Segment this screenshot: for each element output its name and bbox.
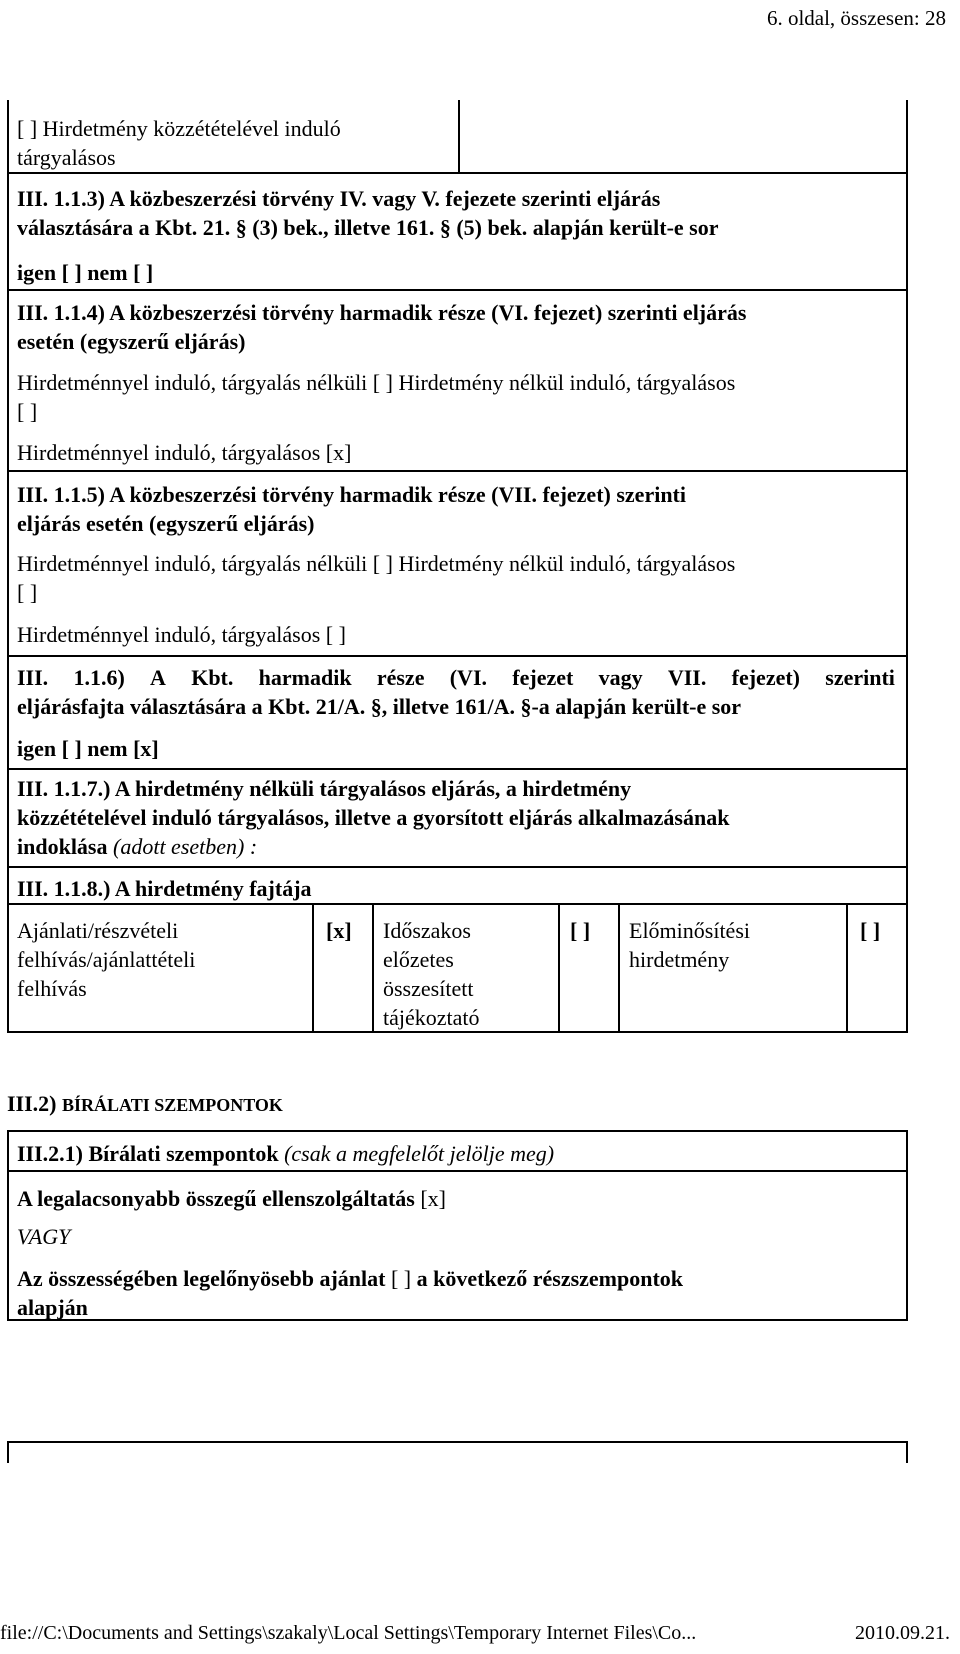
s116-title-word: szerinti bbox=[825, 665, 895, 690]
s115-opt-line1: Hirdetménnyel induló, tárgyalás nélküli [ ] Hirdetmény nélkül induló, tárgyalásos bbox=[17, 551, 736, 576]
grid-vline-3 bbox=[558, 904, 560, 1032]
separator-3 bbox=[7, 655, 908, 657]
s114-options bbox=[17, 368, 917, 426]
s116-title-word: fejezet) bbox=[731, 665, 801, 690]
notice-type-1-line2: felhívás/ajánlattételi bbox=[17, 947, 196, 972]
s116-title-word: Kbt. bbox=[191, 665, 234, 690]
criteria-box-separator bbox=[7, 1170, 908, 1172]
s117-title-line2: közzétételével induló tárgyalásos, illetve a gyorsított eljárás alkalmazásának bbox=[17, 805, 730, 830]
bottom-box-top bbox=[7, 1441, 908, 1443]
s116-title-line2: eljárásfajta választására a Kbt. 21/A. §, illetve 161/A. §-a alapján került-e sor bbox=[17, 694, 742, 719]
s115-title-line1: III. 1.1.5) A közbeszerzési törvény harmadik része (VII. fejezet) szerinti bbox=[17, 482, 686, 507]
s113-title bbox=[17, 184, 917, 242]
s116-answer: igen [ ] nem [x] bbox=[17, 736, 159, 761]
grid-vline-5 bbox=[846, 904, 848, 1032]
separator-2 bbox=[7, 470, 908, 472]
separator-4 bbox=[7, 768, 908, 770]
section2-caps: BÍRÁLATI SZEMPONTOK bbox=[62, 1095, 283, 1115]
s113-answer: igen [ ] nem [ ] bbox=[17, 260, 154, 285]
criteria-subheading-note: (csak a megfelelőt jelölje meg) bbox=[284, 1141, 555, 1166]
lowest-price-mark: [x] bbox=[420, 1186, 446, 1211]
grid-vline-4 bbox=[618, 904, 620, 1032]
criteria-option-best-value bbox=[17, 1264, 917, 1322]
separator-1 bbox=[7, 289, 908, 291]
top-box-middle-border bbox=[458, 100, 460, 173]
s116-title-word: harmadik bbox=[258, 665, 352, 690]
s117-title bbox=[17, 774, 917, 861]
s116-title-word: VII. bbox=[667, 665, 707, 690]
s113-title-line1: III. 1.1.3) A közbeszerzési törvény IV. vagy V. fejezete szerinti eljárás bbox=[17, 186, 661, 211]
notice-type-1-mark: [x] bbox=[326, 918, 352, 943]
s116-title-word: III. bbox=[17, 665, 49, 690]
criteria-option-lowest-price bbox=[17, 1184, 917, 1213]
best-value-line2: alapján bbox=[17, 1295, 88, 1320]
s116-title bbox=[17, 663, 917, 721]
section2-heading bbox=[7, 1089, 283, 1120]
notice-type-cell-2 bbox=[383, 916, 480, 1032]
top-box-bottom-border bbox=[7, 172, 908, 174]
criteria-subheading-bold: III.2.1) Bírálati szempontok bbox=[17, 1141, 279, 1166]
notice-type-1-line3: felhívás bbox=[17, 976, 87, 1001]
bottom-box-right bbox=[906, 1441, 908, 1463]
s117-title-line1: III. 1.1.7.) A hirdetmény nélküli tárgyalásos eljárás, a hirdetmény bbox=[17, 776, 632, 801]
top-box-text bbox=[17, 114, 341, 172]
lowest-price-label: A legalacsonyabb összegű ellenszolgáltatás bbox=[17, 1186, 415, 1211]
notice-type-2-line1: Időszakos bbox=[383, 918, 471, 943]
top-box-line2: tárgyalásos bbox=[17, 145, 116, 170]
criteria-or: VAGY bbox=[17, 1224, 71, 1249]
s118-title: III. 1.1.8.) A hirdetmény fajtája bbox=[17, 876, 312, 901]
s116-title-word: fejezet bbox=[512, 665, 574, 690]
best-value-label: Az összességében legelőnyösebb ajánlat bbox=[17, 1266, 386, 1291]
criteria-box-top bbox=[7, 1130, 908, 1132]
s115-opt-line2: [ ] bbox=[17, 580, 38, 605]
s114-title-line2: esetén (egyszerű eljárás) bbox=[17, 329, 246, 354]
s113-title-line2: választására a Kbt. 21. § (3) bek., illetve 161. § (5) bek. alapján került-e sor bbox=[17, 215, 719, 240]
s115-title bbox=[17, 480, 917, 538]
s115-title-line2: eljárás esetén (egyszerű eljárás) bbox=[17, 511, 315, 536]
footer-date: 2010.09.21. bbox=[855, 1622, 950, 1644]
s115-options bbox=[17, 549, 917, 607]
s116-title-word: része bbox=[376, 665, 425, 690]
s116-title-line1 bbox=[17, 663, 895, 692]
s115-opt3: Hirdetménnyel induló, tárgyalásos [ ] bbox=[17, 622, 346, 647]
s117-note: (adott esetben) : bbox=[113, 834, 258, 859]
criteria-subheading bbox=[17, 1139, 917, 1168]
s114-opt-line2: [ ] bbox=[17, 399, 38, 424]
grid-vline-2 bbox=[372, 904, 374, 1032]
s114-title-line1: III. 1.1.4) A közbeszerzési törvény harmadik része (VI. fejezet) szerinti eljárás bbox=[17, 300, 747, 325]
section2-prefix: III.2) bbox=[7, 1091, 57, 1116]
page-counter: 6. oldal, összesen: 28 bbox=[766, 6, 946, 30]
s116-title-word: (VI. bbox=[449, 665, 488, 690]
s116-title-word: vagy bbox=[598, 665, 643, 690]
top-box-left-border bbox=[7, 100, 9, 173]
top-box-line1: [ ] Hirdetmény közzétételével induló bbox=[17, 116, 341, 141]
separator-6 bbox=[7, 903, 908, 905]
best-value-label-cont: a következő részszempontok bbox=[416, 1266, 684, 1291]
separator-5 bbox=[7, 866, 908, 868]
grid-vline-1 bbox=[312, 904, 314, 1032]
s114-opt-line1: Hirdetménnyel induló, tárgyalás nélküli [ ] Hirdetmény nélkül induló, tárgyalásos bbox=[17, 370, 736, 395]
notice-type-2-line3: összesített bbox=[383, 976, 474, 1001]
notice-type-1-line1: Ajánlati/részvételi bbox=[17, 918, 179, 943]
notice-type-3-mark: [ ] bbox=[860, 918, 881, 943]
notice-type-cell-1 bbox=[17, 916, 195, 1003]
s117-indoklasa: indoklása bbox=[17, 834, 108, 859]
s114-title bbox=[17, 298, 917, 356]
notice-type-2-mark: [ ] bbox=[570, 918, 591, 943]
notice-type-3-line1: Előminősítési bbox=[629, 918, 750, 943]
top-box-right-border bbox=[906, 100, 908, 173]
s114-opt3: Hirdetménnyel induló, tárgyalásos [x] bbox=[17, 440, 352, 465]
notice-type-2-line4: tájékoztató bbox=[383, 1005, 480, 1030]
s117-title-line3 bbox=[17, 832, 917, 861]
s116-title-word: A bbox=[150, 665, 166, 690]
notice-type-3-line2: hirdetmény bbox=[629, 947, 730, 972]
footer-path: file://C:\Documents and Settings\szakaly\Local Settings\Temporary Internet Files\Co... bbox=[0, 1622, 697, 1644]
s116-title-word: 1.1.6) bbox=[73, 665, 125, 690]
notice-type-2-line2: előzetes bbox=[383, 947, 454, 972]
criteria-box-left bbox=[7, 1130, 9, 1321]
notice-type-cell-3 bbox=[629, 916, 750, 974]
bottom-box-left bbox=[7, 1441, 9, 1463]
best-value-mark: [ ] bbox=[390, 1266, 412, 1291]
